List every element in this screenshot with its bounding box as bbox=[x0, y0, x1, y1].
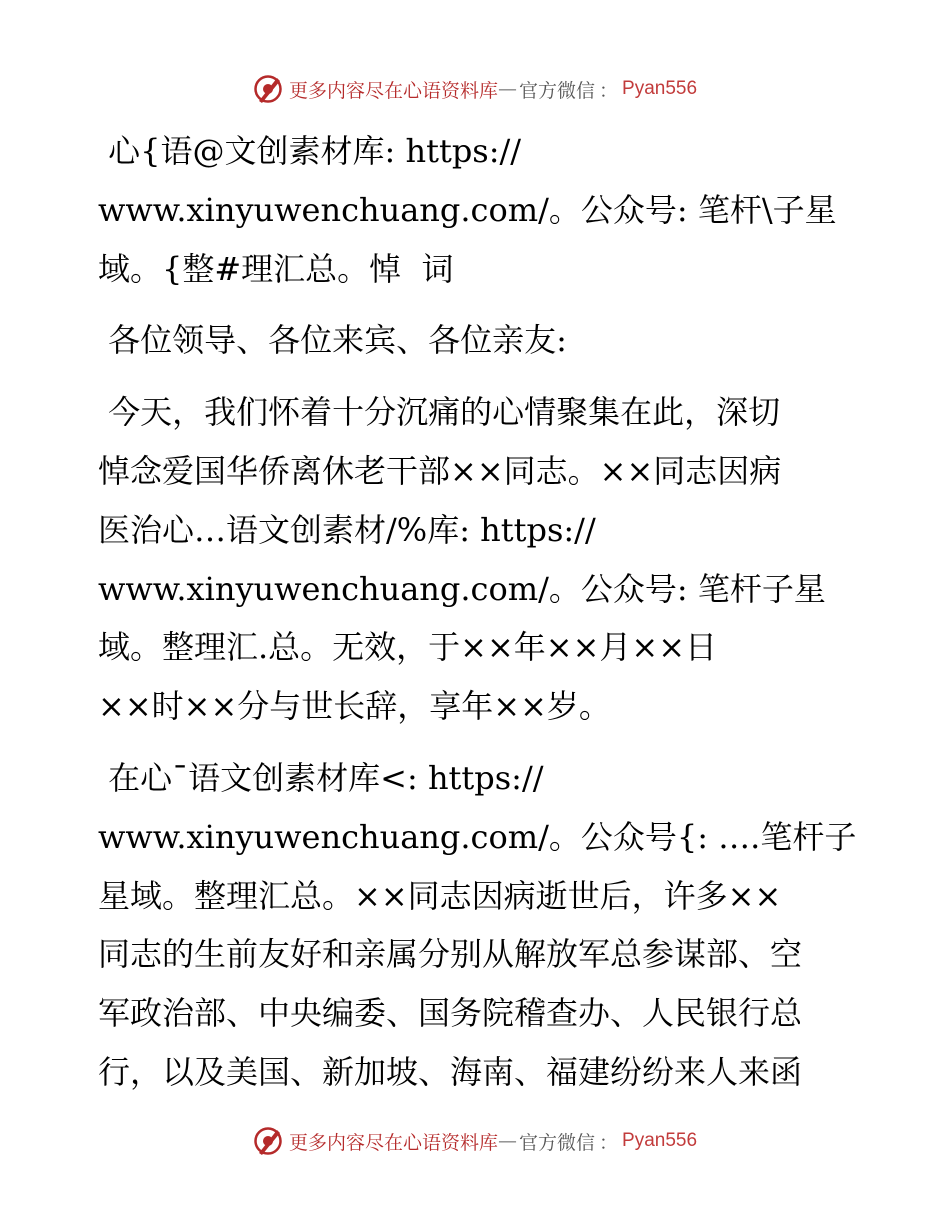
banner-colon: ： bbox=[599, 79, 619, 102]
pen-circle-logo-icon bbox=[253, 74, 283, 104]
banner-official-label: 官方微信 bbox=[518, 1131, 595, 1154]
paragraph-2: 各位领导、各位来宾、各位亲友: bbox=[98, 321, 567, 360]
banner-official-label: 官方微信 bbox=[518, 79, 595, 102]
footer-banner bbox=[0, 1124, 950, 1158]
header-banner bbox=[0, 72, 950, 106]
pen-circle-logo-icon bbox=[253, 1126, 283, 1156]
banner-wechat-id: Pyan556 bbox=[622, 78, 698, 99]
paragraph-4: 在心¯语文创素材库<: https:// www.xinyuwenchuang.com/。公众号{: ….笔杆子 星域。整理汇总。××同志因病逝世后，许多×× 同志的生前友好和亲属分别从解放军总参谋部、空 军政治部、中央编委、国务院稽查办、人民银行总 行，以及美国、新加坡、海南、福建纷纷来人来函 bbox=[98, 758, 857, 1091]
paragraph-1: 心{语@文创素材库: https:// www.xinyuwenchuang.com/。公众号: 笔杆\子星 域。{整#理汇总。悼 词 bbox=[98, 132, 837, 288]
banner-separator: — bbox=[497, 1130, 517, 1152]
banner-text: 更多内容尽在心语资料库 bbox=[288, 79, 498, 102]
banner-text: 更多内容尽在心语资料库 bbox=[288, 1131, 498, 1154]
document-body bbox=[98, 122, 858, 1102]
banner-separator: — bbox=[497, 78, 517, 100]
banner-wechat-id: Pyan556 bbox=[622, 1130, 698, 1151]
paragraph-3: 今天，我们怀着十分沉痛的心情聚集在此，深切 悼念爱国华侨离休老干部××同志。××同志因病 医治心…语文创素材/%库: https:// www.xinyuwenchuang.com/。公众号: 笔杆子星 域。整理汇.总。无效，于××年××月××日 ××时××分与世长辞，享年××岁。 bbox=[98, 393, 826, 726]
banner-colon: ： bbox=[599, 1131, 619, 1154]
